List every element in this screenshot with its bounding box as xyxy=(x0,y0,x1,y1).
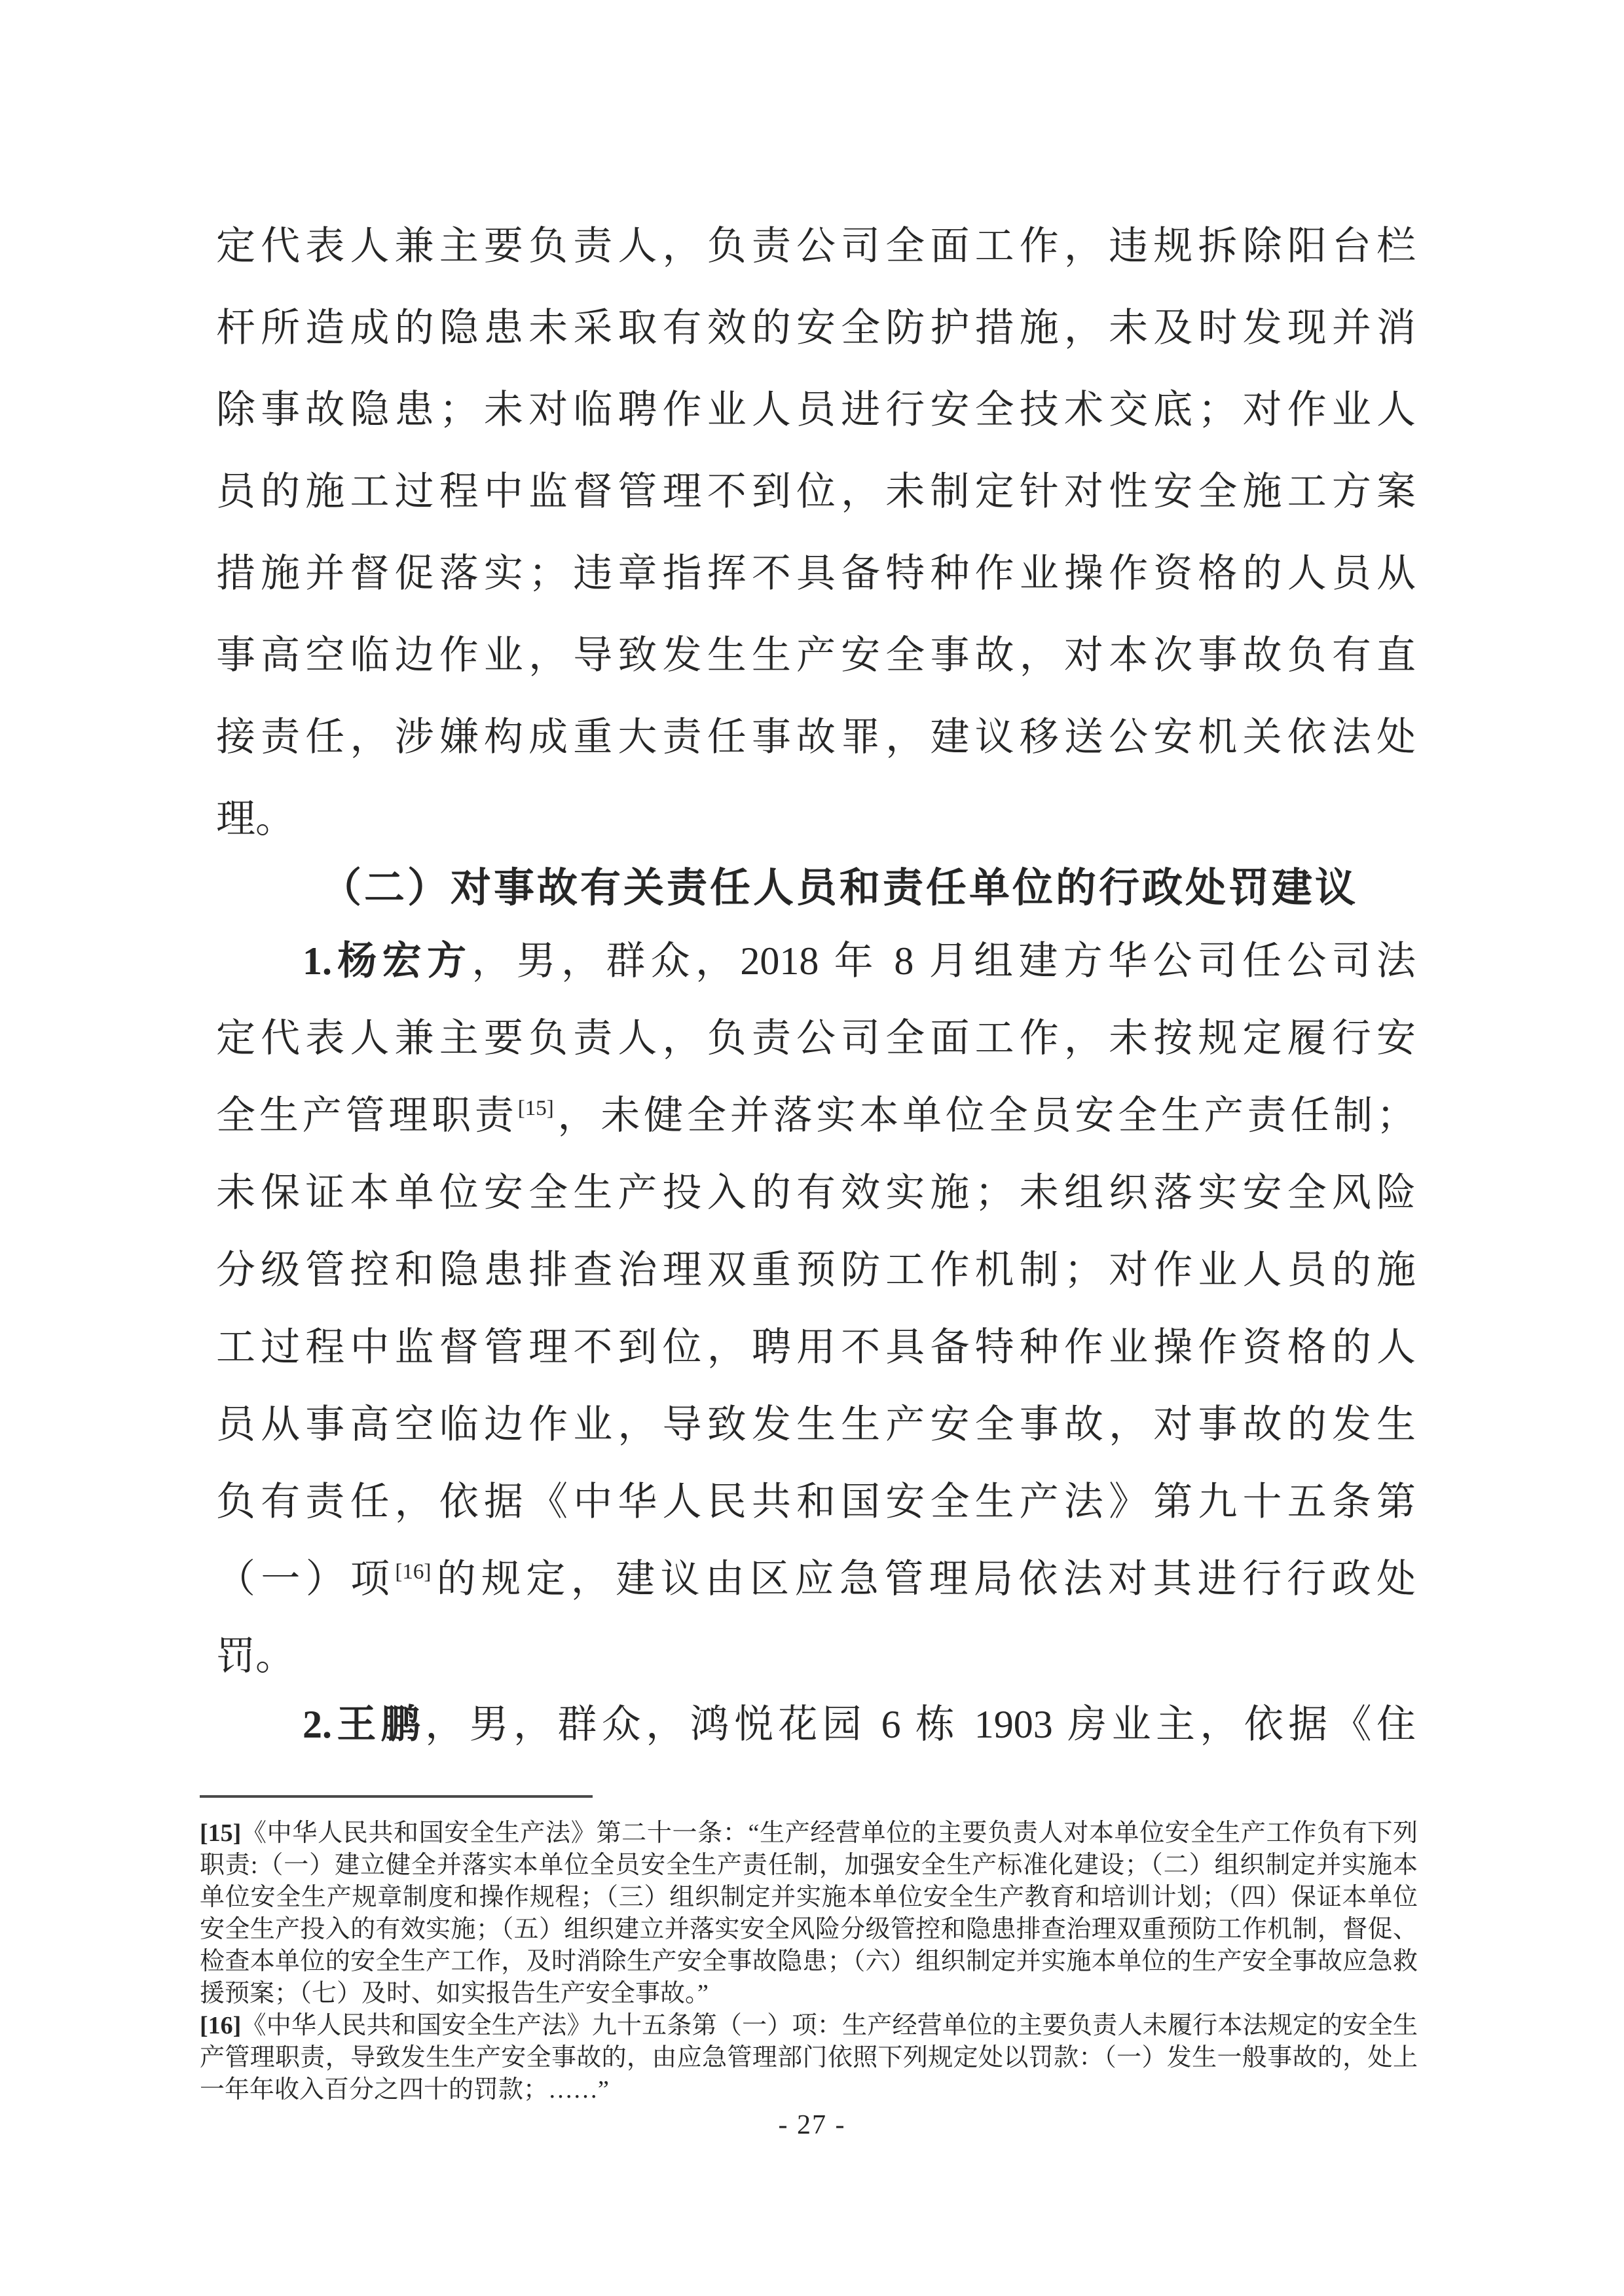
text-line xyxy=(200,1978,1418,2010)
text-line xyxy=(216,922,1416,1000)
text-segment: 理。 xyxy=(216,797,295,841)
footnote-reference: [16] xyxy=(395,1560,432,1584)
bold-name: 1.杨宏方 xyxy=(303,939,472,983)
text-segment: 措施并督促落实；违章指挥不具备特种作业操作资格的人员从 xyxy=(216,552,1416,595)
text-line xyxy=(200,2010,1418,2042)
text-segment: 全生产管理职责 xyxy=(216,1094,518,1137)
page-number: - 27 - xyxy=(778,2110,846,2140)
text-line xyxy=(200,2074,1418,2106)
text-segment: 的规定，建议由区应急管理局依法对其进行行政处 xyxy=(431,1558,1416,1601)
text-line xyxy=(216,533,1416,615)
text-line xyxy=(216,451,1416,533)
text-line xyxy=(216,1686,1416,1763)
text-line xyxy=(200,2042,1418,2074)
text-line xyxy=(216,1077,1416,1154)
paragraph-item-1-yanghongfang xyxy=(216,922,1416,1695)
text-segment: 接责任，涉嫌构成重大责任事故罪，建议移送公安机关依法处 xyxy=(216,716,1416,759)
text-segment: 一年年收入百分之四十的罚款；……” xyxy=(200,2076,609,2104)
text-segment: 《中华人民共和国安全生产法》第二十一条：“生产经营单位的主要负责人对本单位安全生产工作负有下列 xyxy=(241,1819,1418,1847)
text-segment: 单位安全生产规章制度和操作规程；（三）组织制定并实施本单位安全生产教育和培训计划；（四）保证本单位 xyxy=(200,1884,1418,1911)
text-segment: ，男，群众，2018 年 8 月组建方华公司任公司法 xyxy=(471,939,1416,983)
text-segment: 事高空临边作业，导致发生生产安全事故，对本次事故负有直 xyxy=(216,634,1416,677)
bold-name: [15] xyxy=(200,1819,242,1847)
text-line xyxy=(200,1817,1418,1850)
text-line xyxy=(216,1540,1416,1618)
text-segment: 产管理职责，导致发生生产安全事故的，由应急管理部门依照下列规定处以罚款：（一）发生一般事故的，处上 xyxy=(200,2044,1418,2071)
footnote-reference: [15] xyxy=(517,1097,554,1120)
text-line xyxy=(216,1309,1416,1386)
text-line xyxy=(216,1618,1416,1695)
text-segment: 除事故隐患；未对临聘作业人员进行安全技术交底；对作业人 xyxy=(216,388,1416,431)
text-line xyxy=(216,287,1416,369)
footnote-separator xyxy=(200,1795,593,1798)
text-segment: 定代表人兼主要负责人，负责公司全面工作，违规拆除阳台栏 xyxy=(216,225,1416,268)
footnotes-section xyxy=(200,1817,1418,2106)
bold-name: 2.王鹏 xyxy=(303,1703,426,1746)
text-segment: 未保证本单位安全生产投入的有效实施；未组织落实安全风险 xyxy=(216,1171,1416,1214)
text-line xyxy=(216,778,1416,860)
text-line xyxy=(200,1946,1418,1978)
text-line xyxy=(216,1463,1416,1540)
text-segment: 员的施工过程中监督管理不到位，未制定针对性安全施工方案 xyxy=(216,470,1416,513)
text-segment: ，未健全并落实本单位全员安全生产责任制； xyxy=(553,1094,1416,1137)
text-line xyxy=(200,1882,1418,1914)
text-segment: 职责:（一）建立健全并落实本单位全员安全生产责任制，加强安全生产标准化建设；（二）组织制定并实施本 xyxy=(200,1851,1418,1879)
text-segment: 罚。 xyxy=(216,1635,295,1678)
text-segment: 负有责任，依据《中华人民共和国安全生产法》第九十五条第 xyxy=(216,1480,1416,1523)
text-line xyxy=(216,697,1416,778)
text-segment: （一）项 xyxy=(216,1558,396,1601)
text-segment: 《中华人民共和国安全生产法》九十五条第（一）项：生产经营单位的主要负责人未履行本法规定的安全生 xyxy=(241,2012,1418,2039)
text-line xyxy=(200,1914,1418,1946)
text-line xyxy=(216,369,1416,451)
text-segment: 援预案；（七）及时、如实报告生产安全事故。” xyxy=(200,1980,709,2007)
text-line xyxy=(216,1000,1416,1077)
text-segment: ，男，群众，鸿悦花园 6 栋 1903 房业主，依据《住 xyxy=(425,1703,1416,1746)
text-line xyxy=(216,206,1416,287)
text-line xyxy=(216,1154,1416,1231)
text-segment: 安全生产投入的有效实施；（五）组织建立并落实安全风险分级管控和隐患排查治理双重预防工作机制，督促、 xyxy=(200,1916,1418,1943)
text-segment: 分级管控和隐患排查治理双重预防工作机制；对作业人员的施 xyxy=(216,1248,1416,1292)
text-line xyxy=(216,1386,1416,1463)
text-segment: 定代表人兼主要负责人，负责公司全面工作，未按规定履行安 xyxy=(216,1017,1416,1060)
section-heading: （二）对事故有关责任人员和责任单位的行政处罚建议 xyxy=(321,866,1359,911)
text-segment: 杆所造成的隐患未采取有效的安全防护措施，未及时发现并消 xyxy=(216,306,1416,350)
text-line xyxy=(200,1850,1418,1882)
bold-name: [16] xyxy=(200,2012,242,2039)
text-segment: 检查本单位的安全生产工作，及时消除生产安全事故隐患；（六）组织制定并实施本单位的生产安全事故应急救 xyxy=(200,1948,1418,1975)
paragraph-continuation xyxy=(216,206,1416,860)
text-segment: 工过程中监督管理不到位，聘用不具备特种作业操作资格的人 xyxy=(216,1326,1416,1369)
text-line xyxy=(216,1231,1416,1309)
text-line xyxy=(216,615,1416,697)
text-segment: 员从事高空临边作业，导致发生生产安全事故，对事故的发生 xyxy=(216,1403,1416,1446)
paragraph-item-2-wangpeng xyxy=(216,1686,1416,1763)
